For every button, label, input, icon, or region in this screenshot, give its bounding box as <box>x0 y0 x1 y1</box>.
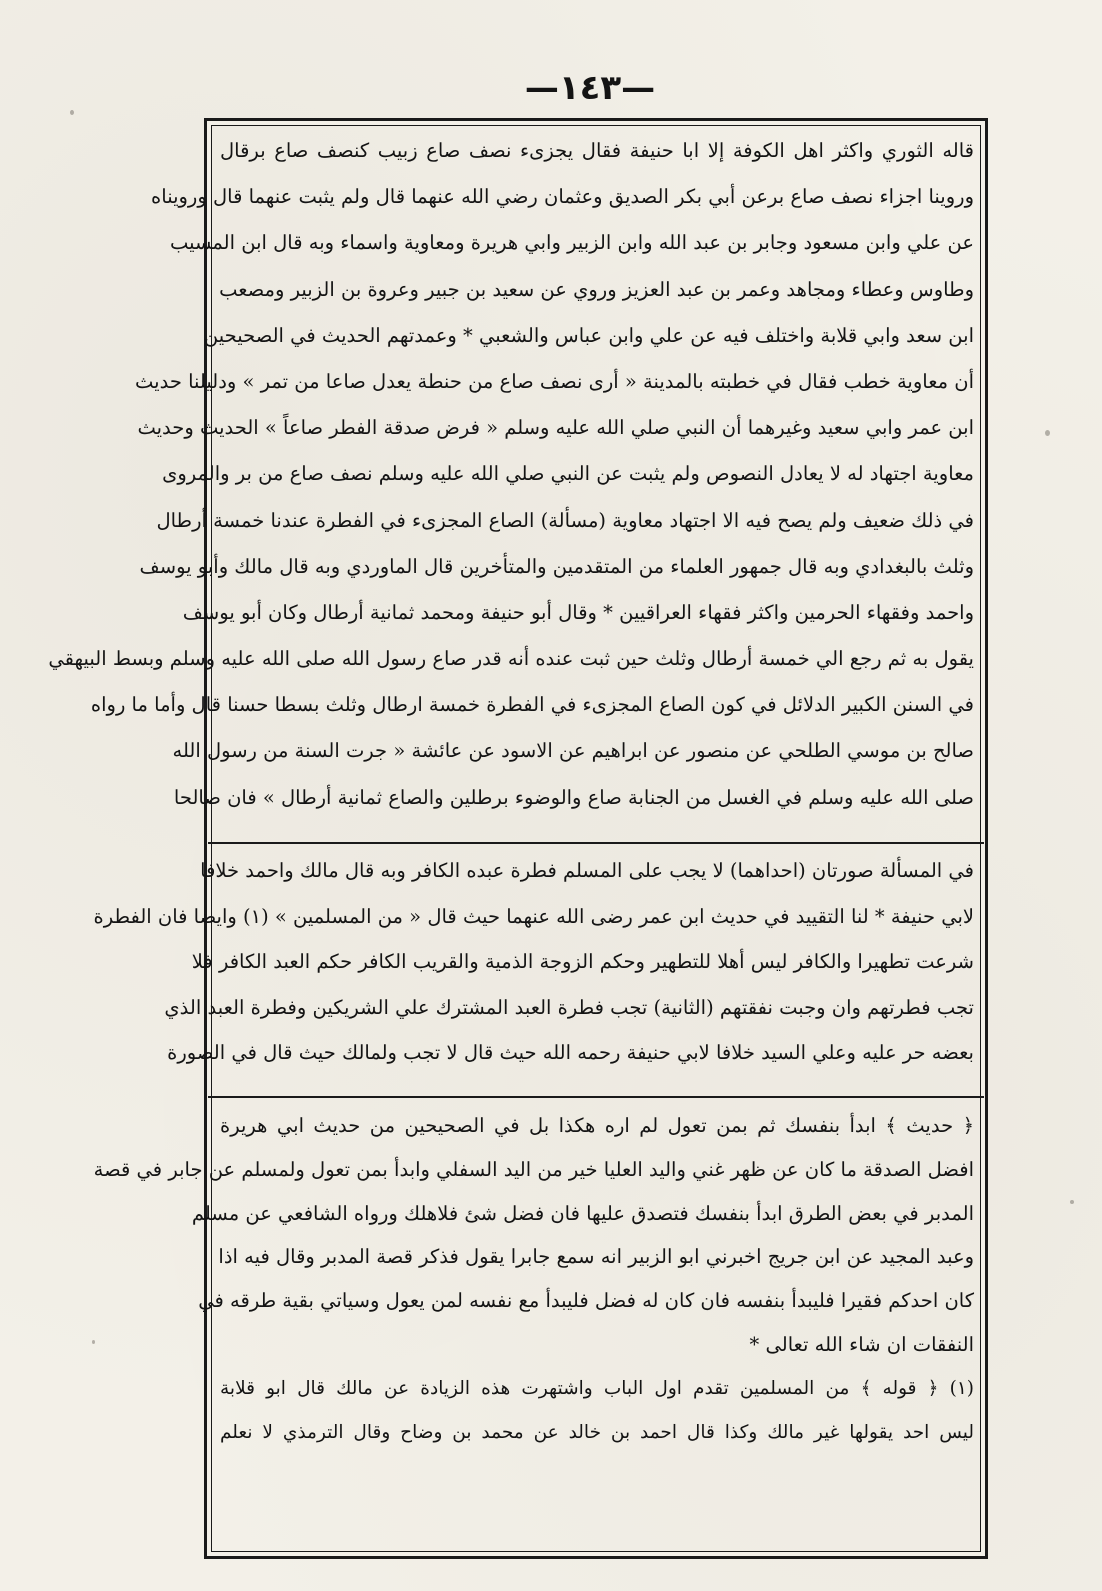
hadith-line: افضل الصدقة ما كان عن ظهر غني واليد العليا خير من اليد السفلي وابدأ بمن تعول ولمسلم عن جابر في قصة <box>93 1157 974 1181</box>
masail-line: تجب فطرتهم وان وجبت نفقتهم (الثانية) تجب فطرة العبد المشترك علي الشريكين وفطرة العبد الذي <box>164 995 974 1019</box>
masail-line: شرعت تطهيرا والكافر ليس أهلا للتطهير وحكم الزوجة الذمية والقريب الكافر حكم العبد الكافر فلا <box>191 950 974 974</box>
commentary-line: صالح بن موسي الطلحي عن منصور عن ابراهيم عن الاسود عن عائشة « جرت السنة من رسول الله <box>172 739 974 763</box>
hadith-line: المدبر في بعض الطرق ابدأ بنفسك فتصدق عليها فان فضل شئ فلاهلك ورواه الشافعي عن مسلم <box>191 1201 974 1225</box>
hadith-line: النفقات ان شاء الله تعالى * <box>749 1332 974 1356</box>
masail-section <box>93 848 980 1076</box>
commentary-line: ابن سعد وابي قلابة واختلف فيه عن علي وابن عباس والشعبي * وعمدتهم الحديث في الصحيحين <box>203 323 974 347</box>
commentary-line: أن معاوية خطب فقال في خطبته بالمدينة « أرى نصف صاع من حنطة يعدل صاعا من تمر » ودليلنا حديث <box>135 369 974 393</box>
commentary-line: عن علي وابن مسعود وجابر بن عبد الله وابن الزبير وابي هريرة ومعاوية واسماء وبه قال ابن المسيب <box>169 231 974 255</box>
footnote-line: (١) ﴿ قوله ﴾ من المسلمين تقدم اول الباب واشتهرت هذه الزيادة عن مالك قال ابو قلابة <box>220 1377 974 1399</box>
commentary-line: وثلث بالبغدادي وبه قال جمهور العلماء من المتقدمين والمتأخرين قال الماوردي وبه قال مالك وأبو يوسف <box>139 554 974 578</box>
commentary-line: قاله الثوري واكثر اهل الكوفة إلا ابا حنيفة فقال يجزىء نصف صاع زبيب كنصف صاع برقال <box>220 139 974 162</box>
commentary-line: واحمد وفقهاء الحرمين واكثر فقهاء العراقيين * وقال أبو حنيفة ومحمد ثمانية أرطال وكان أبو يوسف <box>182 600 974 624</box>
commentary-section <box>48 128 980 821</box>
commentary-line: ابن عمر وابي سعيد وغيرهما أن النبي صلي الله عليه وسلم « فرض صدقة الفطر صاعاً » الحديث وحديث <box>137 416 974 440</box>
hadith-line: ﴿ حديث ﴾ ابدأ بنفسك ثم بمن تعول لم اره هكذا بل في الصحيحين من حديث ابي هريرة <box>220 1114 974 1137</box>
footnote-line: ليس احد يقولها غير مالك وكذا قال احمد بن خالد عن محمد بن وضاح وقال الترمذي لا نعلم <box>220 1421 974 1443</box>
page-number: —١٤٣— <box>524 68 656 108</box>
hadith-section <box>93 1104 980 1454</box>
ink-speck <box>92 1340 95 1344</box>
section-divider <box>208 842 984 844</box>
commentary-line: وروينا اجزاء نصف صاع برعن أبي بكر الصديق وعثمان رضي الله عنهما قال ولم يثبت عنهما قال ورويناه <box>151 185 974 209</box>
commentary-line: معاوية اجتهاد له لا يعادل النصوص ولم يثبت عن النبي صلي الله عليه وسلم نصف صاع من بر والمروى <box>162 462 974 486</box>
masail-line: بعضه حر عليه وعلي السيد خلافا لابي حنيفة رحمه الله حيث قال لا تجب ولمالك حيث قال في الصورة <box>167 1041 974 1065</box>
commentary-line: في ذلك ضعيف ولم يصح فيه الا اجتهاد معاوية (مسألة) الصاع المجزىء في الفطرة عندنا خمسة أرطال <box>156 508 974 532</box>
masail-line: في المسألة صورتان (احداهما) لا يجب على المسلم فطرة عبده الكافر وبه قال مالك واحمد خلافا <box>200 859 974 882</box>
masail-line: لابي حنيفة * لنا التقييد في حديث ابن عمر رضى الله عنهما حيث قال « من المسلمين » (١) وايضا فان الفطرة <box>93 904 974 928</box>
section-divider <box>208 1096 984 1098</box>
ink-speck <box>70 110 74 115</box>
commentary-line: وطاوس وعطاء ومجاهد وعمر بن عبد العزيز وروي عن سعيد بن جبير وعروة بن الزبير ومصعب <box>219 277 974 301</box>
commentary-line: يقول به ثم رجع الي خمسة أرطال وثلث حين ثبت عنده أنه قدر صاع رسول الله صلى الله عليه وسلم وبسط البيهقي <box>48 647 974 671</box>
hadith-line: كان احدكم فقيرا فليبدأ بنفسه فان كان له فضل فليبدأ مع نفسه لمن يعول وسياتي بقية طرقه في <box>198 1289 974 1313</box>
commentary-line: صلى الله عليه وسلم في الغسل من الجنابة صاع والوضوء برطلين والصاع ثمانية أرطال » فان صالحا <box>173 785 974 809</box>
hadith-line: وعبد المجيد عن ابن جريج اخبرني ابو الزبير انه سمع جابرا يقول فذكر قصة المدبر وقال فيه اذا <box>218 1245 974 1269</box>
ink-speck <box>1045 430 1050 436</box>
commentary-line: في السنن الكبير الدلائل في كون الصاع المجزىء في الفطرة خمسة ارطال وثلث بسطا حسنا قال وأما ما رواه <box>90 693 974 717</box>
ink-speck <box>1070 1200 1074 1204</box>
